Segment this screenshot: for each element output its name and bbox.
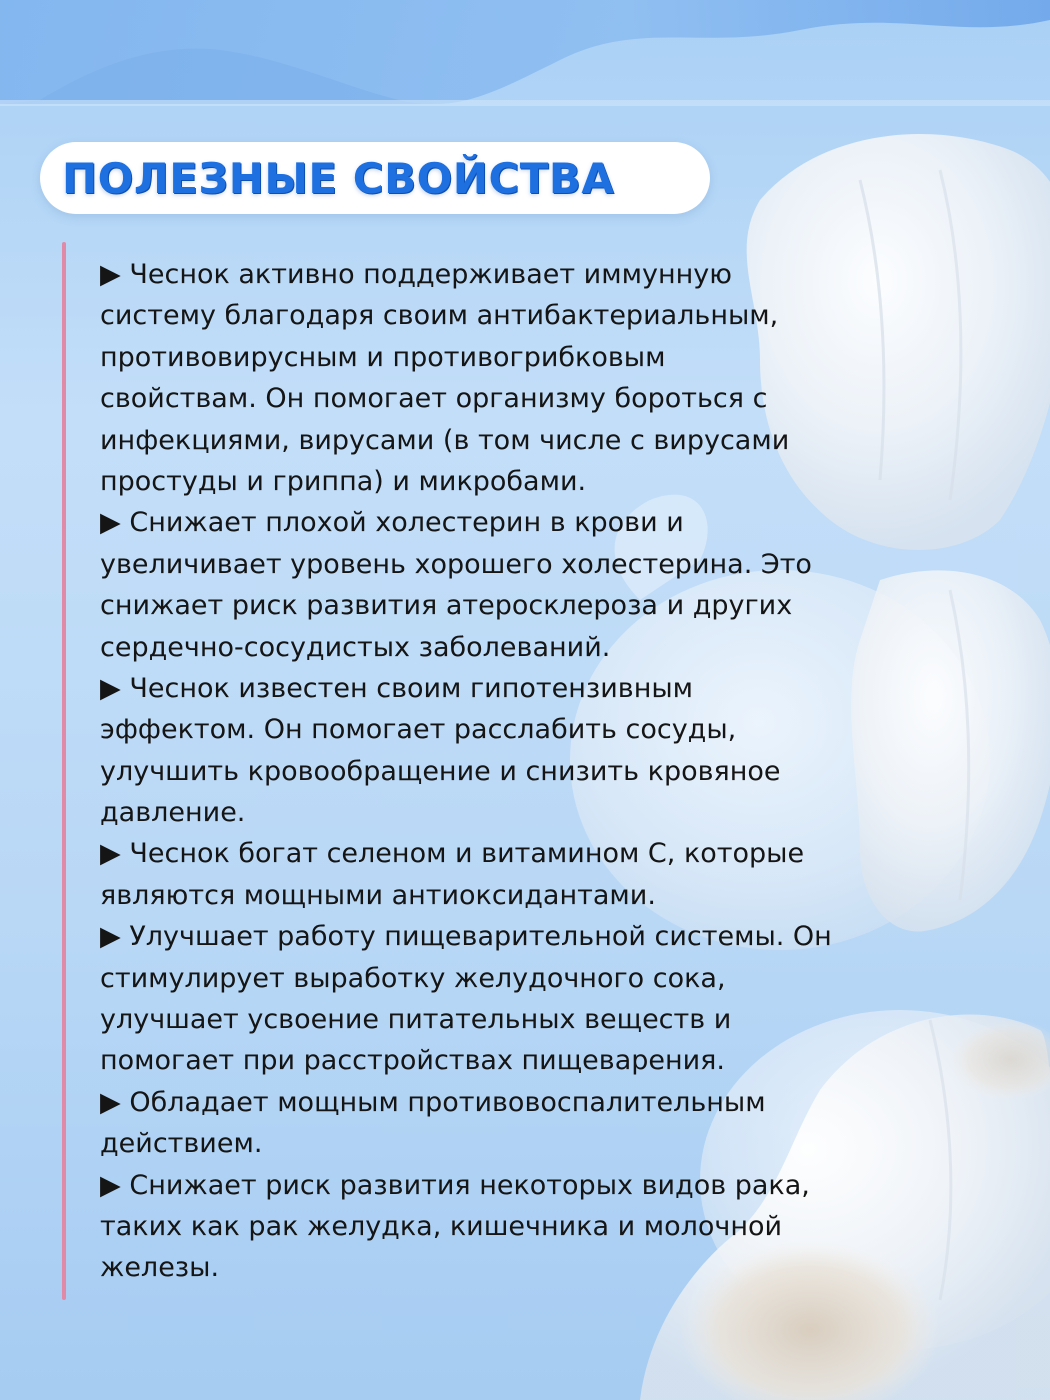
text-line: железы. [100, 1252, 220, 1284]
text-line: ▶ Снижает плохой холестерин в крови и [100, 507, 684, 539]
text-line: ▶ Чеснок богат селеном и витамином С, которые [100, 838, 805, 870]
property-item [100, 502, 980, 668]
accent-line [62, 242, 66, 1300]
text-line: ▶ Снижает риск развития некоторых видов рака, [100, 1169, 810, 1201]
page-title: ПОЛЕЗНЫЕ СВОЙСТВА [62, 154, 615, 203]
text-line: улучшает усвоение питательных веществ и [100, 1004, 732, 1036]
text-line: простуды и гриппа) и микробами. [100, 465, 587, 497]
text-line: увеличивает уровень хорошего холестерина. Это [100, 548, 812, 580]
text-line: давление. [100, 797, 246, 829]
text-line: свойствам. Он помогает организму бороться с [100, 383, 768, 415]
text-line: инфекциями, вирусами (в том числе с вирусами [100, 424, 790, 456]
properties-list [100, 254, 980, 1289]
text-line: снижает риск развития атеросклероза и других [100, 590, 793, 622]
text-line: сердечно-сосудистых заболеваний. [100, 631, 611, 663]
text-line: систему благодаря своим антибактериальным, [100, 300, 779, 332]
property-item [100, 254, 980, 502]
property-item [100, 916, 980, 1082]
text-line: ▶ Обладает мощным противовоспалительным [100, 1086, 766, 1118]
property-item [100, 833, 980, 916]
text-line: ▶ Чеснок известен своим гипотензивным [100, 672, 694, 704]
property-item [100, 668, 980, 834]
text-line: являются мощными антиоксидантами. [100, 879, 656, 911]
property-item [100, 1165, 980, 1289]
text-line: таких как рак желудка, кишечника и молочной [100, 1210, 783, 1242]
text-line: помогает при расстройствах пищеварения. [100, 1045, 726, 1077]
property-item [100, 1082, 980, 1165]
text-line: ▶ Чеснок активно поддерживает иммунную [100, 259, 732, 290]
text-line: эффектом. Он помогает расслабить сосуды, [100, 714, 737, 746]
text-line: стимулирует выработку желудочного сока, [100, 962, 726, 994]
text-line: ▶ Улучшает работу пищеварительной системы. Он [100, 921, 832, 953]
text-line: противовирусным и противогрибковым [100, 341, 666, 373]
text-line: улучшить кровообращение и снизить кровяное [100, 755, 781, 787]
text-line: действием. [100, 1128, 263, 1160]
